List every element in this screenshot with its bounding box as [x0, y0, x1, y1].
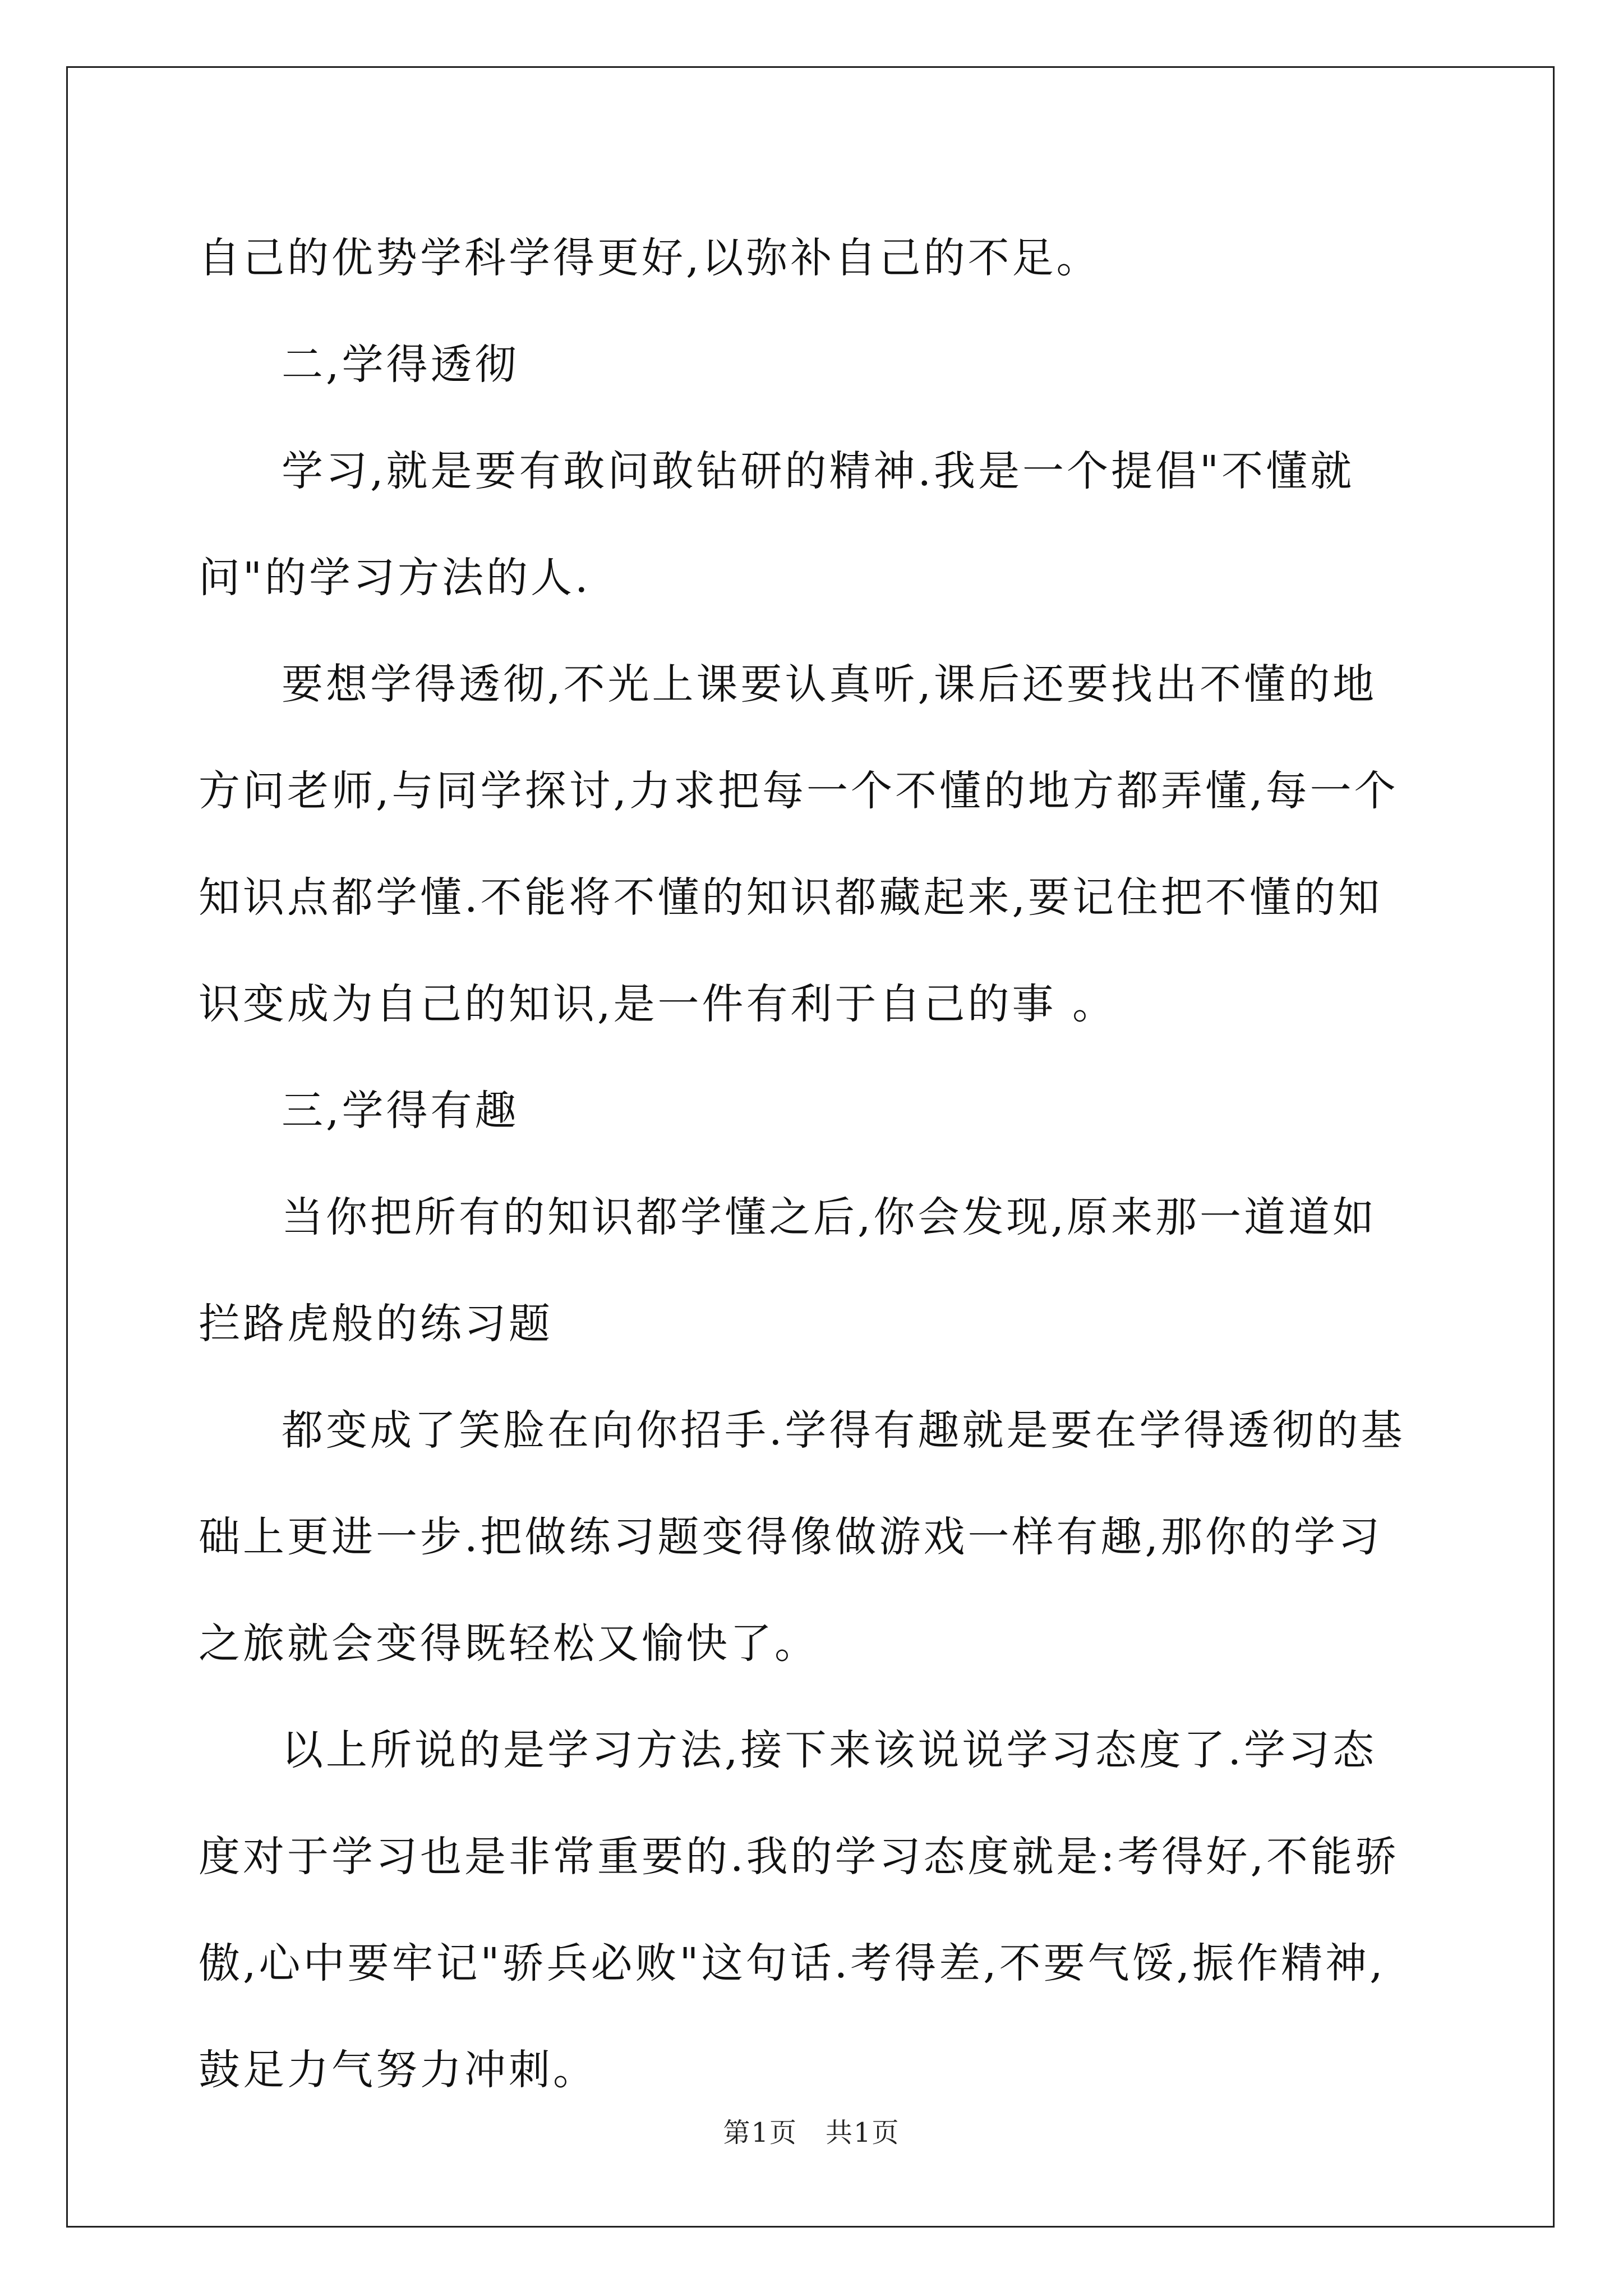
page-footer: 第1页 共1页 — [723, 2117, 900, 2148]
paragraph-3: 要想学得透彻,不光上课要认真听,课后还要找出不懂的地方问老师,与同学探讨,力求把每一个不懂的地方都弄懂,每一个知识点都学懂.不能将不懂的知识都藏起来,要记住把不懂的知识变成为自己的知识,是一件有利于自己的事 。 — [199, 660, 1399, 1028]
document-body — [199, 205, 1421, 2123]
paragraph-1: 自己的优势学科学得更好,以弥补自己的不足。 — [199, 234, 1101, 282]
paragraph-5: 都变成了笑脸在向你招手.学得有趣就是要在学得透彻的基础上更进一步.把做练习题变得像做游戏一样有趣,那你的学习之旅就会变得既轻松又愉快了。 — [199, 1406, 1405, 1668]
paragraph-2: 学习,就是要有敢问敢钻研的精神.我是一个提倡"不懂就问"的学习方法的人. — [199, 447, 1355, 602]
heading-section-2: 二,学得透彻 — [282, 341, 519, 389]
paragraph-6: 以上所说的是学习方法,接下来该说说学习态度了.学习态度对于学习也是非常重要的.我的学习态度就是:考得好,不能骄傲,心中要牢记"骄兵必败"这句话.考得差,不要气馁,振作精神,鼓足力气努力冲刺。 — [199, 1726, 1399, 2094]
paragraph-4: 当你把所有的知识都学懂之后,你会发现,原来那一道道如拦路虎般的练习题 — [199, 1193, 1377, 1348]
heading-section-3: 三,学得有趣 — [282, 1087, 519, 1135]
